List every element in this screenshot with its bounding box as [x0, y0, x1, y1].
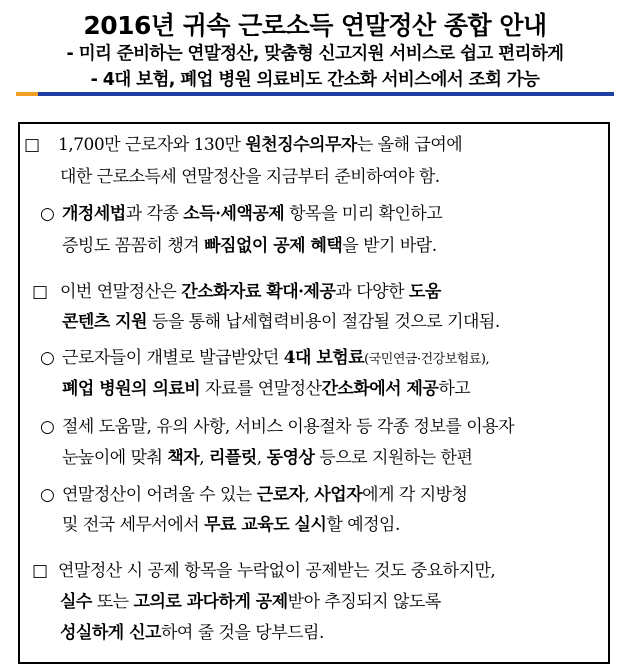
- section-3-line-1: 연말정산 시 공제 항목을 누락없이 공제받는 것도 중요하지만,: [58, 561, 496, 581]
- section-2b-line-2: 눈높이에 맞춰 책자, 리플릿, 동영상 등으로 지원하는 한편: [62, 448, 473, 468]
- section-2-line-2: 콘텐츠 지원 등을 통해 납세협력비용이 절감될 것으로 기대됨.: [62, 312, 500, 332]
- square-bullet: □: [32, 561, 48, 581]
- subtitle-2: - 4대 보험, 폐업 병원 의료비도 간소화 서비스에서 조회 가능: [90, 70, 540, 90]
- square-bullet: □: [24, 135, 40, 155]
- section-1-line-2: 대한 근로소득세 연말정산을 지금부터 준비하여야 함.: [60, 167, 440, 187]
- circle-bullet: ○: [40, 485, 55, 505]
- square-bullet: □: [32, 282, 48, 302]
- header-divider-accent: [16, 92, 38, 96]
- section-2-line-1: 이번 연말정산은 간소화자료 확대·제공과 다양한 도움: [60, 282, 441, 302]
- section-2a-line-2: 폐업 병원의 의료비 자료를 연말정산간소화에서 제공하고: [62, 379, 471, 399]
- section-3-line-3: 성실하게 신고하여 줄 것을 당부드림.: [60, 623, 324, 643]
- section-1b-line-2: 증빙도 꼼꼼히 챙겨 빠짐없이 공제 혜택을 받기 바람.: [62, 236, 437, 256]
- section-2c-line-2: 및 전국 세무서에서 무료 교육도 실시할 예정임.: [62, 515, 400, 535]
- section-3-line-2: 실수 또는 고의로 과다하게 공제받아 추징되지 않도록: [60, 592, 441, 612]
- circle-bullet: ○: [40, 204, 55, 224]
- section-2b-line-1: 절세 도움말, 유의 사항, 서비스 이용절차 등 각종 정보를 이용자: [62, 417, 514, 437]
- circle-bullet: ○: [40, 348, 55, 368]
- circle-bullet: ○: [40, 417, 55, 437]
- section-1-line-1: 1,700만 근로자와 130만 원천징수의무자는 올해 급여에: [58, 135, 463, 155]
- section-1b-line-1: 개정세법과 각종 소득·세액공제 항목을 미리 확인하고: [62, 204, 443, 224]
- page-title: 2016년 귀속 근로소득 연말정산 종합 안내: [83, 11, 547, 40]
- header-divider: [16, 92, 614, 96]
- subtitle-1: - 미리 준비하는 연말정산, 맞춤형 신고지원 서비스로 쉽고 편리하게: [66, 44, 564, 64]
- section-2c-line-1: 연말정산이 어려울 수 있는 근로자, 사업자에게 각 지방청: [62, 485, 468, 505]
- section-2a-line-1: 근로자들이 개별로 발급받았던 4대 보험료(국민연금·건강보험료),: [62, 348, 490, 368]
